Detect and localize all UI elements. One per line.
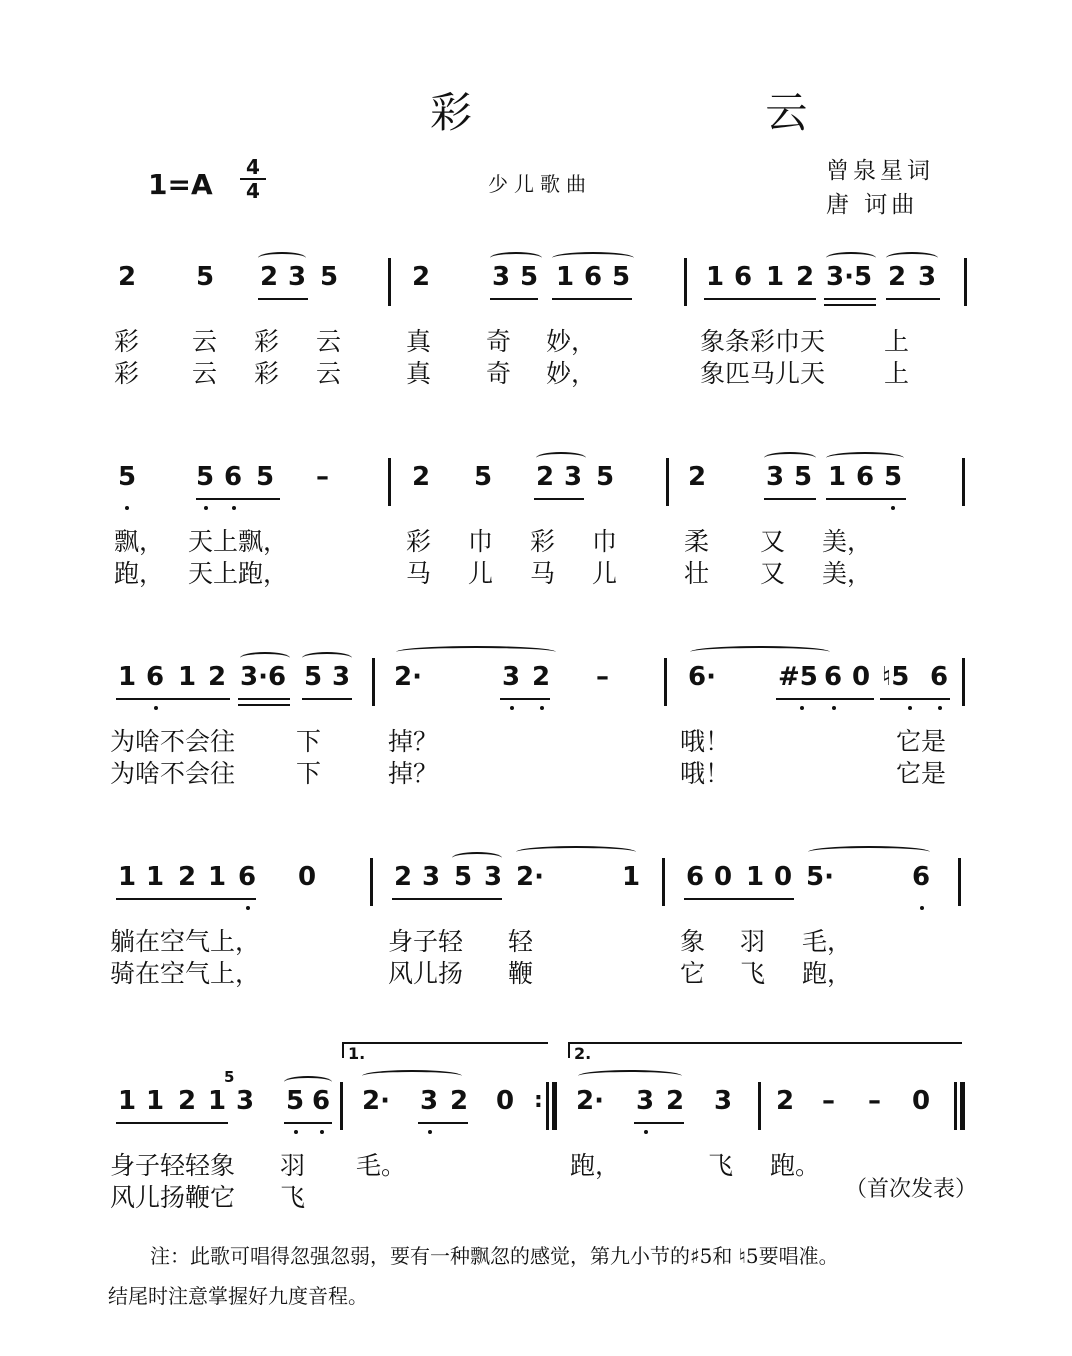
lyric: 儿: [592, 559, 618, 588]
note: 6: [686, 862, 705, 892]
beam: [392, 898, 502, 900]
note: 2: [208, 662, 227, 692]
low-octave-dot: [644, 1130, 648, 1134]
lyric: 身子轻轻象: [110, 1151, 236, 1180]
first-ending-bracket: 1.: [342, 1042, 548, 1058]
barline: [372, 658, 375, 706]
note: –: [822, 1086, 835, 1116]
low-octave-dot: [294, 1130, 298, 1134]
lyric: 掉？: [388, 727, 439, 756]
tie: [396, 646, 556, 658]
beam: [284, 1122, 332, 1124]
note: ♮5: [882, 662, 910, 692]
meter-top: 4: [240, 156, 266, 180]
note: 1: [208, 1086, 227, 1116]
lyric: 它是: [896, 759, 947, 788]
beam: [500, 698, 550, 700]
lyric: 巾: [592, 527, 618, 556]
low-octave-dot: [540, 706, 544, 710]
low-octave-dot: [908, 706, 912, 710]
slur: [284, 1076, 332, 1088]
final-barline-thick: [960, 1082, 965, 1130]
note: 5: [256, 462, 275, 492]
beam: [196, 498, 280, 500]
note: 6: [912, 862, 931, 892]
lyric: 为啥不会往: [110, 727, 236, 756]
lyric: 彩: [114, 359, 140, 388]
lyric: 妙，: [546, 327, 597, 356]
tie: [362, 1070, 462, 1082]
lyric: 上: [884, 327, 910, 356]
lyric: 跑，: [570, 1151, 621, 1180]
note: 5: [794, 462, 813, 492]
note: 2: [536, 462, 555, 492]
lyric: 马: [530, 559, 556, 588]
note: 2: [450, 1086, 469, 1116]
beam: [302, 698, 352, 700]
note: 2: [688, 462, 707, 492]
low-octave-dot: [428, 1130, 432, 1134]
beam: [684, 898, 794, 900]
lyric: 妙，: [546, 359, 597, 388]
note: 1: [622, 862, 641, 892]
slur: [302, 652, 352, 664]
beam: [826, 498, 906, 500]
lyric: 毛，: [802, 927, 853, 956]
lyric: 骑在空气上，: [110, 959, 261, 988]
low-octave-dot: [800, 706, 804, 710]
tie: [808, 846, 930, 858]
barline: [662, 858, 665, 906]
lyric: 飘，: [114, 527, 165, 556]
composer-credit: 唐 诃曲: [826, 192, 919, 218]
lyric: 跑，: [802, 959, 853, 988]
tie: [690, 646, 830, 658]
lyric: 彩: [254, 359, 280, 388]
note: 5: [196, 262, 215, 292]
note: 2·: [394, 662, 422, 692]
lyric: 云: [192, 359, 218, 388]
note: 3: [422, 862, 441, 892]
lyric: 美，: [822, 559, 873, 588]
note: 5: [118, 462, 137, 492]
note: 1: [118, 662, 137, 692]
genre-label: 少儿歌曲: [488, 172, 592, 196]
note: –: [868, 1086, 881, 1116]
note: 2·: [576, 1086, 604, 1116]
lyric: 美，: [822, 527, 873, 556]
song-title: 彩 云: [430, 88, 948, 137]
note: 1: [178, 662, 197, 692]
lyric: 奇: [486, 359, 512, 388]
lyric: 真: [406, 327, 432, 356]
lyric: 儿: [468, 559, 494, 588]
beam: [776, 698, 874, 700]
notes-row-2: [0, 450, 1072, 520]
note: 5: [596, 462, 615, 492]
note: 5: [286, 1086, 305, 1116]
low-octave-dot: [320, 1130, 324, 1134]
note: 3: [564, 462, 583, 492]
lyric: 跑。: [770, 1151, 821, 1180]
note: 3: [636, 1086, 655, 1116]
lyric: 跑，: [114, 559, 165, 588]
low-octave-dot: [125, 506, 129, 510]
lyric: 下: [296, 727, 322, 756]
note: #5: [778, 662, 818, 692]
beam: [418, 1122, 468, 1124]
note: 1: [766, 262, 785, 292]
note: 6: [238, 862, 257, 892]
note: 5: [612, 262, 631, 292]
low-octave-dot: [204, 506, 208, 510]
lyric: 飞: [740, 959, 766, 988]
lyric: 马: [406, 559, 432, 588]
note: 5: [196, 462, 215, 492]
grace-note: 5: [224, 1068, 235, 1086]
low-octave-dot: [232, 506, 236, 510]
lyric: 又: [760, 527, 786, 556]
beam: [886, 298, 940, 300]
lyric: 奇: [486, 327, 512, 356]
note: 3: [288, 262, 307, 292]
lyric: 彩: [406, 527, 432, 556]
lyric: 风儿扬鞭它: [110, 1183, 236, 1212]
barline: [664, 658, 667, 706]
tie: [578, 1070, 682, 1082]
footnote-line-2: 结尾时注意掌握好九度音程。: [108, 1284, 368, 1308]
note: 2: [532, 662, 551, 692]
beam: [238, 704, 290, 706]
beam: [116, 698, 230, 700]
lyric: 掉？: [388, 759, 439, 788]
note: 5: [304, 662, 323, 692]
final-barline: [954, 1082, 957, 1130]
low-octave-dot: [510, 706, 514, 710]
notes-row-1: [0, 250, 1072, 320]
note: 3: [492, 262, 511, 292]
note: 6: [584, 262, 603, 292]
note: 1: [556, 262, 575, 292]
note: 5·: [806, 862, 834, 892]
note: 1: [706, 262, 725, 292]
note: 1: [118, 1086, 137, 1116]
low-octave-dot: [891, 506, 895, 510]
lyric: 云: [316, 359, 342, 388]
low-octave-dot: [832, 706, 836, 710]
lyric: 天上飘，: [188, 527, 289, 556]
note: 3: [332, 662, 351, 692]
note: 6: [224, 462, 243, 492]
notes-row-4: [0, 850, 1072, 920]
note: 2: [394, 862, 413, 892]
beam: [116, 1122, 228, 1124]
lyric: 下: [296, 759, 322, 788]
notes-row-5: [0, 1068, 1072, 1144]
low-octave-dot: [154, 706, 158, 710]
note: 0: [774, 862, 793, 892]
beam: [238, 698, 290, 700]
beam: [704, 298, 816, 300]
lyric: 柔: [684, 527, 710, 556]
slur: [886, 252, 938, 264]
lyric: 象: [680, 927, 706, 956]
note: 1: [746, 862, 765, 892]
note: 3: [502, 662, 521, 692]
note: 2: [412, 462, 431, 492]
beam: [534, 498, 584, 500]
barline: [388, 458, 391, 506]
lyric: 轻: [508, 927, 534, 956]
note: 2: [260, 262, 279, 292]
note: 3: [420, 1086, 439, 1116]
time-signature: [240, 156, 266, 202]
note: 0: [714, 862, 733, 892]
lyric: 毛。: [356, 1151, 407, 1180]
note: 0: [496, 1086, 515, 1116]
note: 0: [298, 862, 317, 892]
barline: [758, 1082, 761, 1130]
lyric: 彩: [254, 327, 280, 356]
lyric: 为啥不会往: [110, 759, 236, 788]
lyric: 羽: [740, 927, 766, 956]
note: 2: [178, 1086, 197, 1116]
footnote-line-1: 注：此歌可唱得忽强忽弱，要有一种飘忽的感觉，第九小节的♯5和 ♮5要唱准。: [150, 1244, 839, 1268]
slur: [536, 452, 586, 464]
note: 2·: [516, 862, 544, 892]
note: 3: [766, 462, 785, 492]
note: 5: [474, 462, 493, 492]
low-octave-dot: [938, 706, 942, 710]
note: 2·: [362, 1086, 390, 1116]
note: –: [316, 462, 329, 492]
beam: [552, 298, 632, 300]
note: 6: [824, 662, 843, 692]
note: 2: [776, 1086, 795, 1116]
lyric: 羽: [280, 1151, 306, 1180]
note: 1: [146, 1086, 165, 1116]
note: 3: [484, 862, 503, 892]
lyric: 身子轻: [388, 927, 464, 956]
note: 6: [146, 662, 165, 692]
note: 5: [454, 862, 473, 892]
first-published-note: （首次发表）: [845, 1177, 978, 1202]
repeat-dots: :: [534, 1088, 543, 1113]
note: 3·6: [240, 662, 287, 692]
lyric: 飞: [280, 1183, 306, 1212]
slur: [826, 452, 904, 464]
note: 2: [178, 862, 197, 892]
note: 6·: [688, 662, 716, 692]
note: 5: [884, 462, 903, 492]
lyric: 又: [760, 559, 786, 588]
beam: [634, 1122, 684, 1124]
note: 0: [852, 662, 871, 692]
beam: [258, 298, 308, 300]
repeat-end-barline-thick: [552, 1082, 557, 1130]
lyric: 哦！: [680, 759, 731, 788]
lyric: 鞭: [508, 959, 534, 988]
note: 2: [796, 262, 815, 292]
lyric: 它: [680, 959, 706, 988]
lyric: 巾: [468, 527, 494, 556]
note: 1: [146, 862, 165, 892]
note: 6: [930, 662, 949, 692]
key-signature: 1=A: [148, 168, 213, 201]
note: 0: [912, 1086, 931, 1116]
note: 3: [714, 1086, 733, 1116]
lyric: 壮: [684, 559, 710, 588]
barline: [962, 658, 965, 706]
beam: [490, 298, 538, 300]
beam: [880, 698, 950, 700]
lyric: 飞: [708, 1151, 734, 1180]
note: 3·5: [826, 262, 873, 292]
notes-row-3: [0, 650, 1072, 720]
lyric: 云: [316, 327, 342, 356]
lyric: 风儿扬: [388, 959, 464, 988]
lyric: 真: [406, 359, 432, 388]
note: 6: [734, 262, 753, 292]
repeat-start-barline: [340, 1082, 343, 1130]
lyric: 天上跑，: [188, 559, 289, 588]
lyric: 躺在空气上，: [110, 927, 261, 956]
lyric: 象匹马儿天: [700, 359, 826, 388]
slur: [490, 252, 542, 264]
meter-bottom: 4: [246, 179, 260, 203]
note: 5: [520, 262, 539, 292]
beam: [116, 898, 256, 900]
note: 1: [118, 862, 137, 892]
barline: [370, 858, 373, 906]
beam: [764, 498, 816, 500]
repeat-end-barline: [546, 1082, 549, 1130]
note: 3: [236, 1086, 255, 1116]
note: 2: [118, 262, 137, 292]
second-ending-bracket: 2.: [568, 1042, 962, 1058]
barline: [388, 258, 391, 306]
barline: [666, 458, 669, 506]
beam: [824, 304, 876, 306]
barline: [964, 258, 967, 306]
lyricist-credit: 曾泉星词: [826, 158, 934, 184]
note: 1: [208, 862, 227, 892]
slur: [552, 252, 634, 264]
lyric: 象条彩巾天: [700, 327, 826, 356]
beam: [824, 298, 876, 300]
lyric: 上: [884, 359, 910, 388]
note: 6: [312, 1086, 331, 1116]
note: –: [596, 662, 609, 692]
lyric: 彩: [114, 327, 140, 356]
slur: [240, 652, 290, 664]
slur: [764, 452, 816, 464]
low-octave-dot: [246, 906, 250, 910]
slur: [452, 852, 502, 864]
lyric: 云: [192, 327, 218, 356]
lyric: 彩: [530, 527, 556, 556]
note: 2: [888, 262, 907, 292]
note: 6: [856, 462, 875, 492]
tie: [516, 846, 636, 858]
barline: [962, 458, 965, 506]
lyric: 哦！: [680, 727, 731, 756]
slur: [826, 252, 876, 264]
low-octave-dot: [920, 906, 924, 910]
lyric: 它是: [896, 727, 947, 756]
slur: [258, 252, 306, 264]
note: 2: [666, 1086, 685, 1116]
barline: [684, 258, 687, 306]
note: 5: [320, 262, 339, 292]
note: 3: [918, 262, 937, 292]
barline: [958, 858, 961, 906]
note: 1: [828, 462, 847, 492]
note: 2: [412, 262, 431, 292]
